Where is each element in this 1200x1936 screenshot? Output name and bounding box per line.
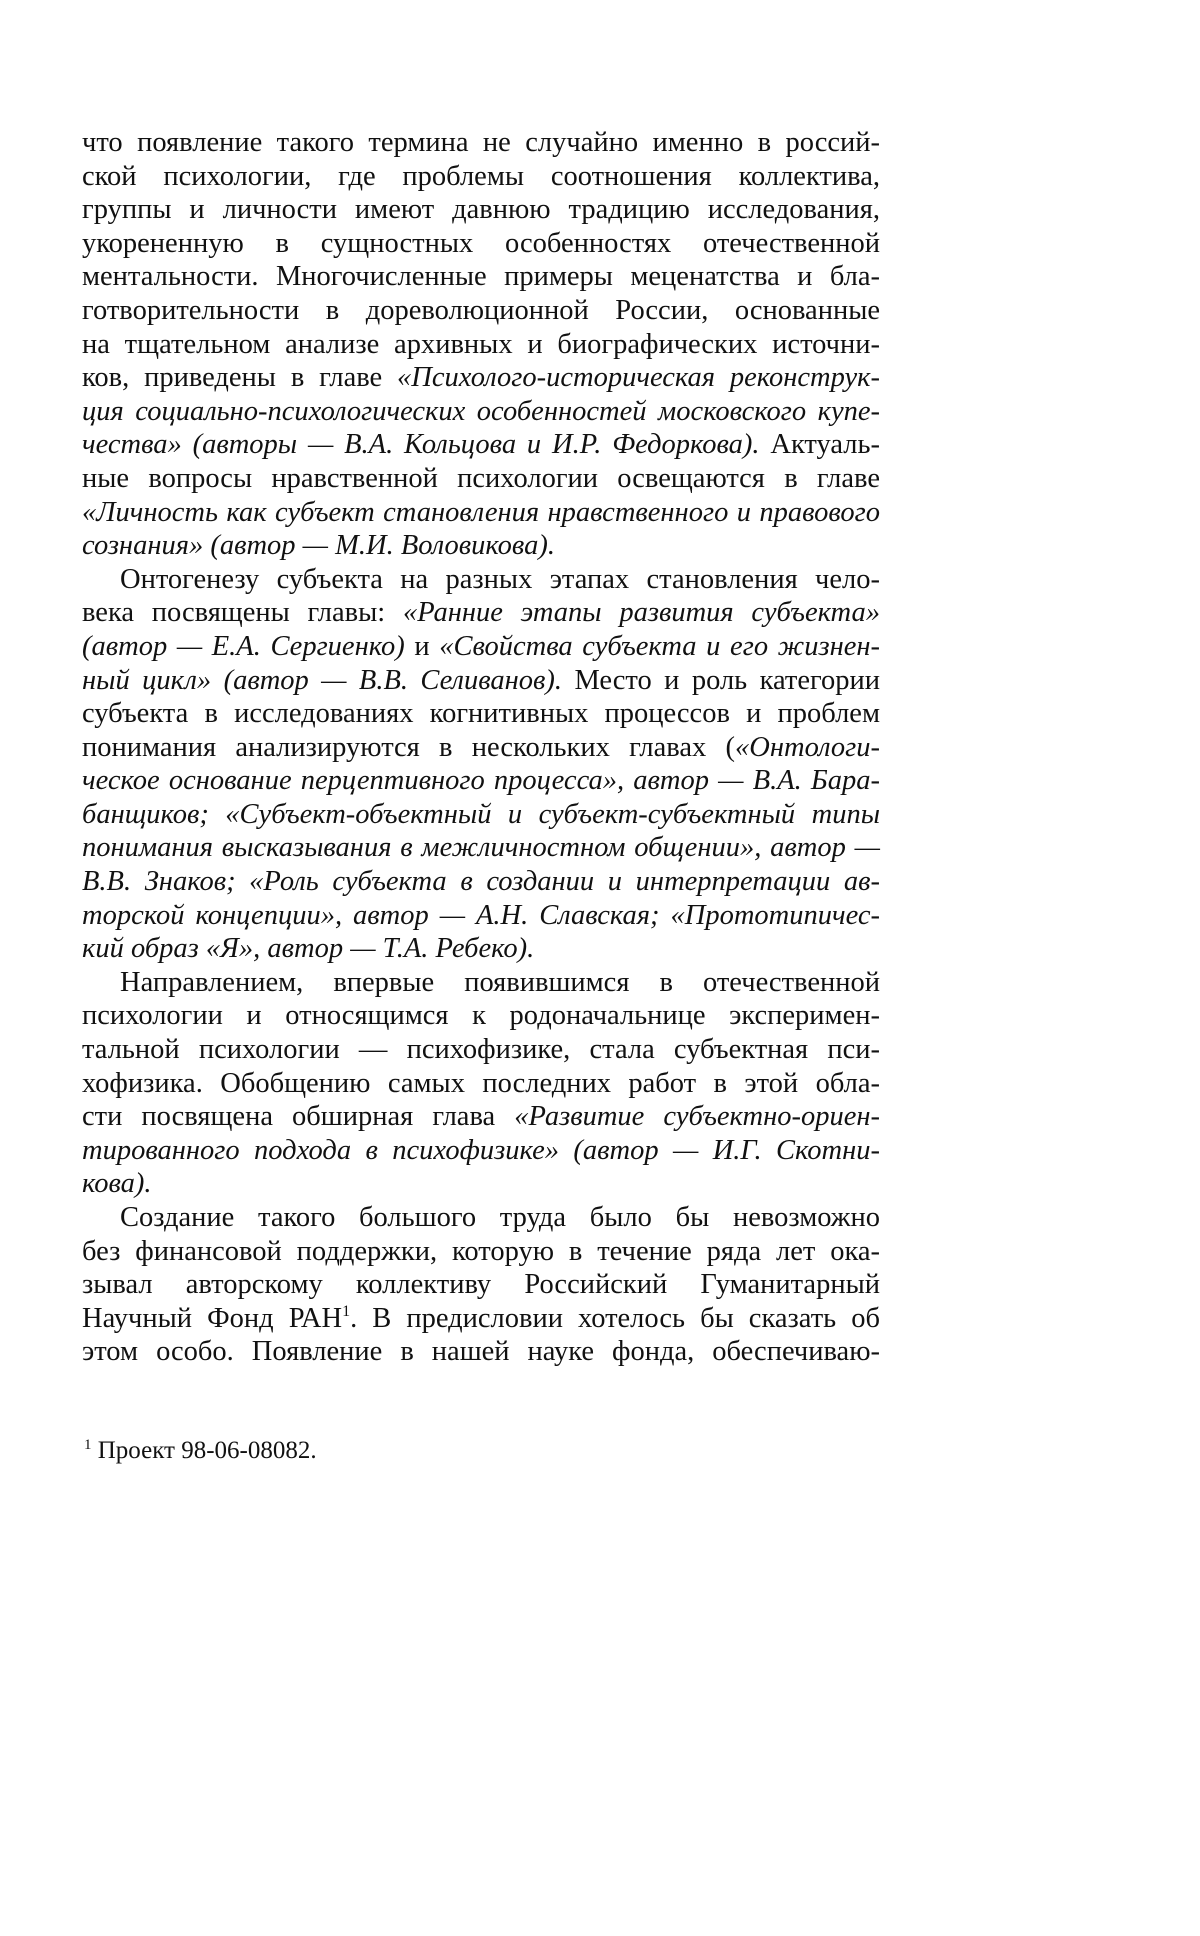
chapter-title: «Личность как субъект становления нравственного и правового [82,496,880,528]
text-line: зывал авторскому коллективу Российский Гуманитарный [82,1269,880,1301]
chapter-title: ный цикл» (автор — В.В. Селиванов). [82,664,563,696]
footnote [84,1430,317,1466]
page-body [82,126,880,1369]
text-span: ков, приведены в главе [82,362,398,394]
chapter-title: «Свойства субъекта и его жизнен- [439,630,880,662]
text-line [82,630,880,664]
text-span: . В предисловии хотелось бы сказать об [350,1302,880,1334]
footnote-mark: 1 [84,1437,92,1453]
chapter-title: «Развитие субъектно-ориен- [514,1101,880,1133]
text-line: Создание такого большого труда было бы невозможно [120,1202,880,1233]
text-line [82,1167,880,1201]
chapter-title: сознания» (автор — М.И. Воловикова). [82,530,555,562]
text-line [82,361,880,395]
text-line: хофизика. Обобщению самых последних работ в этой обла- [82,1067,880,1099]
text-line [82,1302,880,1336]
text-line [82,798,880,832]
text-line: укорененную в сущностных особенностях отечественной [82,227,880,259]
text-span: Место и роль категории [562,664,880,696]
chapter-title: тированного подхода в психофизике» (автор — И.Г. Скотни- [82,1134,880,1166]
text-line: тальной психологии — психофизике, стала субъектная пси- [82,1034,880,1066]
text-line: на тщательном анализе архивных и биографических источни- [82,328,880,360]
footnote-reference: 1 [342,1302,351,1320]
text-line: без финансовой поддержки, которую в течение ряда лет ока- [82,1235,880,1267]
chapter-title: понимания высказывания в межличностном общении», автор — [82,832,880,864]
text-line [82,831,880,865]
text-line [82,1134,880,1168]
text-span: века посвящены главы: [82,597,403,629]
text-span: сти посвящена обширная глава [82,1101,515,1133]
chapter-title: «Ранние этапы развития субъекта» [402,597,880,629]
footnote-text: Проект 98-06-08082. [97,1437,317,1464]
text-span: Актуаль- [759,429,880,461]
text-line: этом особо. Появление в нашей науке фонда, обеспечиваю- [82,1336,880,1368]
chapter-title: (автор — Е.А. Сергиенко) [82,630,405,662]
text-line [82,496,880,530]
text-span: понимания анализируются в нескольких главах ( [82,731,736,763]
text-line [82,596,880,630]
text-line: субъекта в исследованиях когнитивных процессов и проблем [82,698,880,730]
chapter-title: «Онтологи- [735,731,880,763]
text-line: ской психологии, где проблемы соотношения коллектива, [82,160,880,192]
text-span: Научный Фонд РАН [82,1302,343,1334]
chapter-title: чества» (авторы — В.А. Кольцова и И.Р. Федоркова). [82,429,760,461]
chapter-title: «Психолого-историческая реконструк- [397,362,880,394]
text-line [82,731,880,765]
chapter-title: В.В. Знаков; «Роль субъекта в создании и интерпретации ав- [82,866,880,898]
chapter-title: ческое основание перцептивного процесса», автор — В.А. Бара- [82,765,880,797]
chapter-title: торской концепции», автор — А.Н. Славская; «Прототипичес- [82,899,880,931]
chapter-title: кова). [82,1168,152,1200]
text-line: Направлением, впервые появившимся в отечественной [120,966,880,998]
text-line: что появление такого термина не случайно именно в россий- [82,127,880,158]
text-line: группы и личности имеют давнюю традицию исследования, [82,194,880,226]
text-line: психологии и относящимся к родоначальнице эксперимен- [82,1000,880,1032]
text-line [82,1100,880,1134]
text-line: ные вопросы нравственной психологии освещаются в главе [82,462,880,494]
text-line: Онтогенезу субъекта на разных этапах становления чело- [120,563,880,595]
text-line [82,395,880,429]
text-line: готворительности в дореволюционной России, основанные [82,294,880,326]
text-line [82,529,880,563]
chapter-title: кий образ «Я», автор — Т.А. Ребеко). [82,933,535,965]
text-line [82,932,880,966]
chapter-title: банщиков; «Субъект-объектный и субъект-субъектный типы [82,798,880,830]
text-line [82,865,880,899]
text-line [82,899,880,933]
text-line [82,428,880,462]
text-span: и [404,630,440,662]
text-line [82,664,880,698]
text-line [82,764,880,798]
chapter-title: ция социально-психологических особенностей московского купе- [82,395,880,427]
text-line: ментальности. Многочисленные примеры меценатства и бла- [82,261,880,293]
